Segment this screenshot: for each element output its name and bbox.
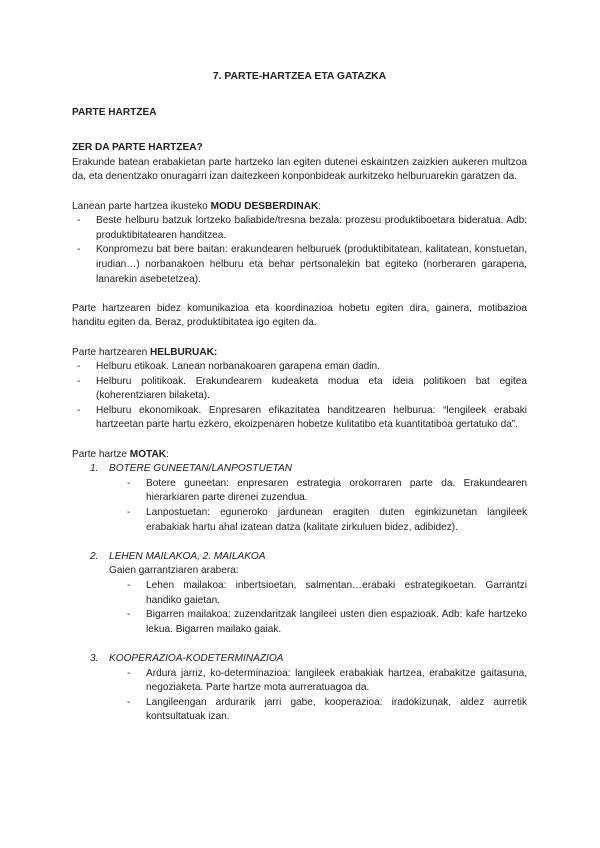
- ways-list: [72, 214, 527, 287]
- ways-intro: Lanean parte hartzea ikusteko MODU DESBERDINAK:: [72, 200, 322, 212]
- list-item: - Langileengan ardurarik jarri gabe, kooperazioa: iradokizunak, aldez aurretik kontsultatuak izan.: [127, 696, 527, 725]
- type-heading: 3. KOOPERAZIOA-KODETERMINAZIOA: [90, 652, 284, 664]
- type-lead: Gaien garrantziaren arabera:: [109, 565, 239, 577]
- list-item: - Lanpostuetan: eguneroko jardunean eragiten duten eginkizunetan langileek erabakiak hartu ahal izatean datza (kalitate zirkuluen bidez, adibidez).: [127, 506, 527, 535]
- types-list: [72, 462, 527, 725]
- type-item: [72, 550, 527, 638]
- list-item: - Botere guneetan: enpresaren estrategia orokorraren parte da. Erakundearen hierarkiaren parte direnei zuzendua.: [127, 477, 527, 506]
- definition-text: Erakunde batean erabakietan parte hartzeko lan egiten dutenei eskaintzen zaizkien aukeren multzoa da, eta denentzako onuragarri izan daitezkeen konponbideak aurkitzeko helburuarekin garatzen da.: [72, 156, 527, 183]
- type-item: [72, 462, 527, 535]
- types-intro-bold: MOTAK: [129, 448, 167, 460]
- page-title: 7. PARTE-HARTZEA ETA GATAZKA: [212, 71, 387, 82]
- section-heading: PARTE HARTZEA: [72, 106, 157, 118]
- list-item: - Lehen mailakoa: inbertsioetan, salmentan…erabaki estrategikoetan. Garrantzi handiko gaietan.: [127, 579, 527, 608]
- type-item: [72, 652, 527, 725]
- type-heading: 1. BOTERE GUNEETAN/LANPOSTUETAN: [90, 463, 293, 475]
- list-item: - Helburu etikoak. Lanean norbanakoaren garapena eman dadin.: [72, 360, 527, 375]
- type-sublist: [72, 667, 527, 725]
- definition-heading: ZER DA PARTE HARTZEA?: [72, 142, 203, 154]
- type-sublist: [72, 477, 527, 535]
- types-intro: Parte hartze MOTAK:: [72, 448, 169, 460]
- ways-intro-bold: MODU DESBERDINAK: [210, 200, 319, 212]
- list-item: - Ardura jarriz, ko-determinazioa: langileek erabakiak hartzea, erabakitze gaitasuna, negoziaketa. Parte hartze mota aurreratuagoa da.: [127, 667, 527, 696]
- goals-intro: Parte hartzearen HELBURUAK:: [72, 346, 218, 358]
- list-item: - Helburu politikoak. Erakundearem kudeaketa modua eta ideia politikoen bat egitea (koherentziaren bilaketa).: [72, 375, 527, 404]
- document-page: [72, 70, 527, 740]
- goals-list: [72, 360, 527, 433]
- goals-intro-bold: HELBURUAK:: [150, 346, 218, 358]
- type-sublist: [72, 579, 527, 637]
- list-item: - Beste helburu batzuk lortzeko baliabide/tresna bezala: prozesu produktiboetara bideratua. Adb: produktibitatearen handitzea.: [72, 214, 527, 243]
- list-item: - Bigarren mailakoa: zuzendaritzak langileei usten dien espazioak. Adb: kafe hartzeko lekua. Bigarren mailako gaiak.: [127, 608, 527, 637]
- list-item: - Konpromezu bat bere baitan: erakundearen helburuek (produktibitatean, kalitatean, konstuetan, irudian…) norbanakoen helburu eta behar pertsonalekin bat egiteko (norberaren garapena, lanarekin asebetetzea).: [72, 243, 527, 287]
- type-heading: 2. LEHEN MAILAKOA, 2. MAILAKOA: [90, 550, 266, 562]
- list-item: - Helburu ekonomikoak. Enpresaren efikazitatea handitzearen helburua: “lengileek erabaki hartzeetan parte hartu ezkero, ekoizpenaren hobetze kulitatibo eta kuantitatiboa gertatuko da”.: [72, 404, 527, 433]
- benefits-paragraph: Parte hartzearen bidez komunikazioa eta koordinazioa hobetu egiten dira, gainera, motibazioa handitu egiten da. Beraz, produktibitatea igo egiten da.: [72, 302, 527, 329]
